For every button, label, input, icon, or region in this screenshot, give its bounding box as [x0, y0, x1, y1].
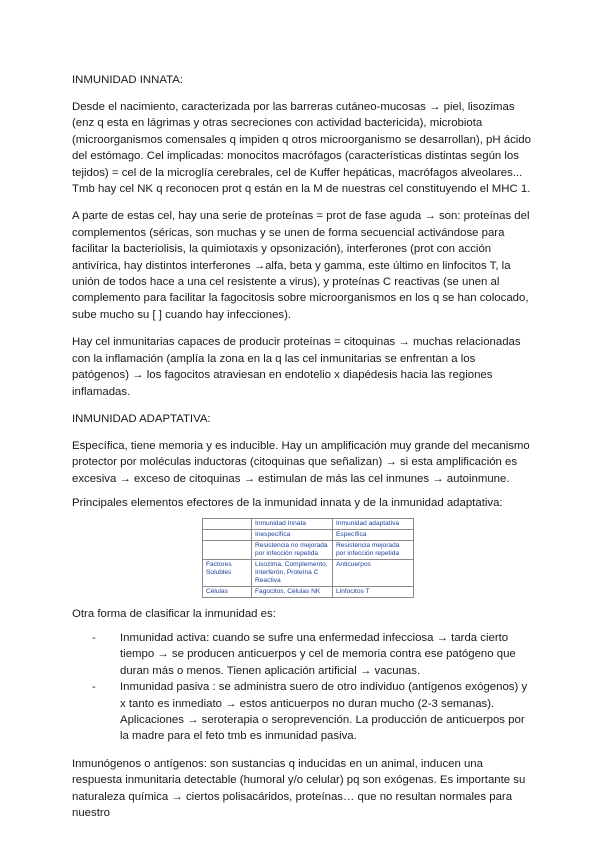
table-row — [203, 559, 414, 586]
immunity-types-list — [72, 630, 534, 745]
effectors-table — [202, 518, 414, 598]
table-cell: Resistencia no mejorada por infección repetida — [252, 540, 333, 559]
table-cell: Células — [203, 586, 252, 597]
table-cell: Factores Solubles — [203, 559, 252, 586]
table-header-innate: Inmunidad Innata — [252, 518, 333, 529]
paragraph-cytokines: Hay cel inmunitarias capaces de producir proteínas = citoquinas → muchas relacionadas con la inflamación (amplía la zona en la q las cel inmunitarias se enfrentan a los patógenos) → los fagocitos atraviesan en endotelio x diapédesis hacia las regiones inflamadas. — [72, 336, 521, 398]
table-caption: Principales elementos efectores de la inmunidad innata y de la inmunidad adaptativa: — [72, 497, 503, 510]
table-cell: Anticuerpos — [333, 559, 414, 586]
paragraph-antigens: Inmunógenos o antígenos: son sustancias q inducidas en un animal, inducen una respuesta inmunitaria detectable (humoral y/o celular) pq son exógenas. Es importante su naturaleza química → ciertos polisacáridos, proteínas… que no resultan normales para nuestro — [72, 757, 526, 819]
table-row — [203, 586, 414, 597]
table-cell: Linfocitos T — [333, 586, 414, 597]
paragraph-adaptive: Específica, tiene memoria y es inducible. Hay un amplificación muy grande del mecanismo protector por moléculas inductoras (citoquinas que señalizan) → si esta amplificación es excesiva → exceso de citoquinas → estimulan de más las cel inmunes → autoinmune. — [72, 439, 530, 485]
paragraph-acute-phase-proteins: A parte de estas cel, hay una serie de proteínas = prot de fase aguda → son: proteínas del complementos (séricas, son muchas y se unen de forma secuencial activándose para facilitar la bacteriolisis, la quimiotaxis y opsonización), interferones (prot con acción antivírica, hay distintos interferones →alfa, beta y gamma, este último en linfocitos T, la unión de todos hace a una cel resistente a virus), y proteínas C reactivas (se unen al complemento para facilitar la fagocitosis sobre microorganismos en los q se han colocado, sube mucho su [ ] cuando hay infecciones). — [72, 210, 530, 321]
table-cell: Lisozima, Complemento, Interferón, Proteína C Reactiva — [252, 559, 333, 586]
table-cell: Inespecífica — [252, 529, 333, 540]
list-bullet: - — [92, 681, 96, 694]
table-row — [203, 518, 414, 529]
table-cell — [203, 529, 252, 540]
paragraph-innate-barriers: Desde el nacimiento, caracterizada por las barreras cutáneo-mucosas → piel, lisozimas (enz q esta en lágrimas y otras secreciones con actividad bactericida), microbiota (microorganismos comensales q impiden q otros microorganismo se desarrollan), pH ácido del estómago. Cel implicadas: monocitos macrófagos (características distintas según los tejidos) = cel de la microglía cerebrales, cel de Kuffer hepáticas, macrófagos alveolares... Tmb hay cel NK q reconocen prot q están en la M de nuestras cel constituyendo el MHC 1. — [72, 101, 531, 196]
document-page — [72, 72, 534, 821]
table-cell: Específica — [333, 529, 414, 540]
table-header-adaptive: Inmunidad adaptativa — [333, 518, 414, 529]
table-cell: Resistencia mejorada por infección repetida — [333, 540, 414, 559]
list-item-text: Inmunidad activa: cuando se sufre una enfermedad infecciosa → tarda cierto tiempo → se producen anticuerpos y cel de memoria contra ese patógeno que duran más o menos. Tienen aplicación artificial → vacunas. — [120, 631, 516, 677]
classification-intro: Otra forma de clasificar la inmunidad es: — [72, 607, 276, 620]
list-item — [72, 679, 534, 745]
section-title-adaptive: INMUNIDAD ADAPTATIVA: — [72, 412, 211, 425]
table-cell — [203, 518, 252, 529]
table-cell — [203, 540, 252, 559]
table-row — [203, 529, 414, 540]
list-item-text: Inmunidad pasiva : se administra suero de otro individuo (antígenos exógenos) y x tanto es inmediato → estos anticuerpos no duran mucho (2-3 semanas). Aplicaciones → seroterapia o seroprevención. La producción de anticuerpos por la madre para el feto tmb es inmunidad pasiva. — [120, 681, 528, 743]
list-bullet: - — [92, 631, 96, 644]
table-row — [203, 540, 414, 559]
table-cell: Fagocitos, Células NK — [252, 586, 333, 597]
section-title-innate: INMUNIDAD INNATA: — [72, 74, 183, 86]
list-item — [72, 630, 534, 679]
